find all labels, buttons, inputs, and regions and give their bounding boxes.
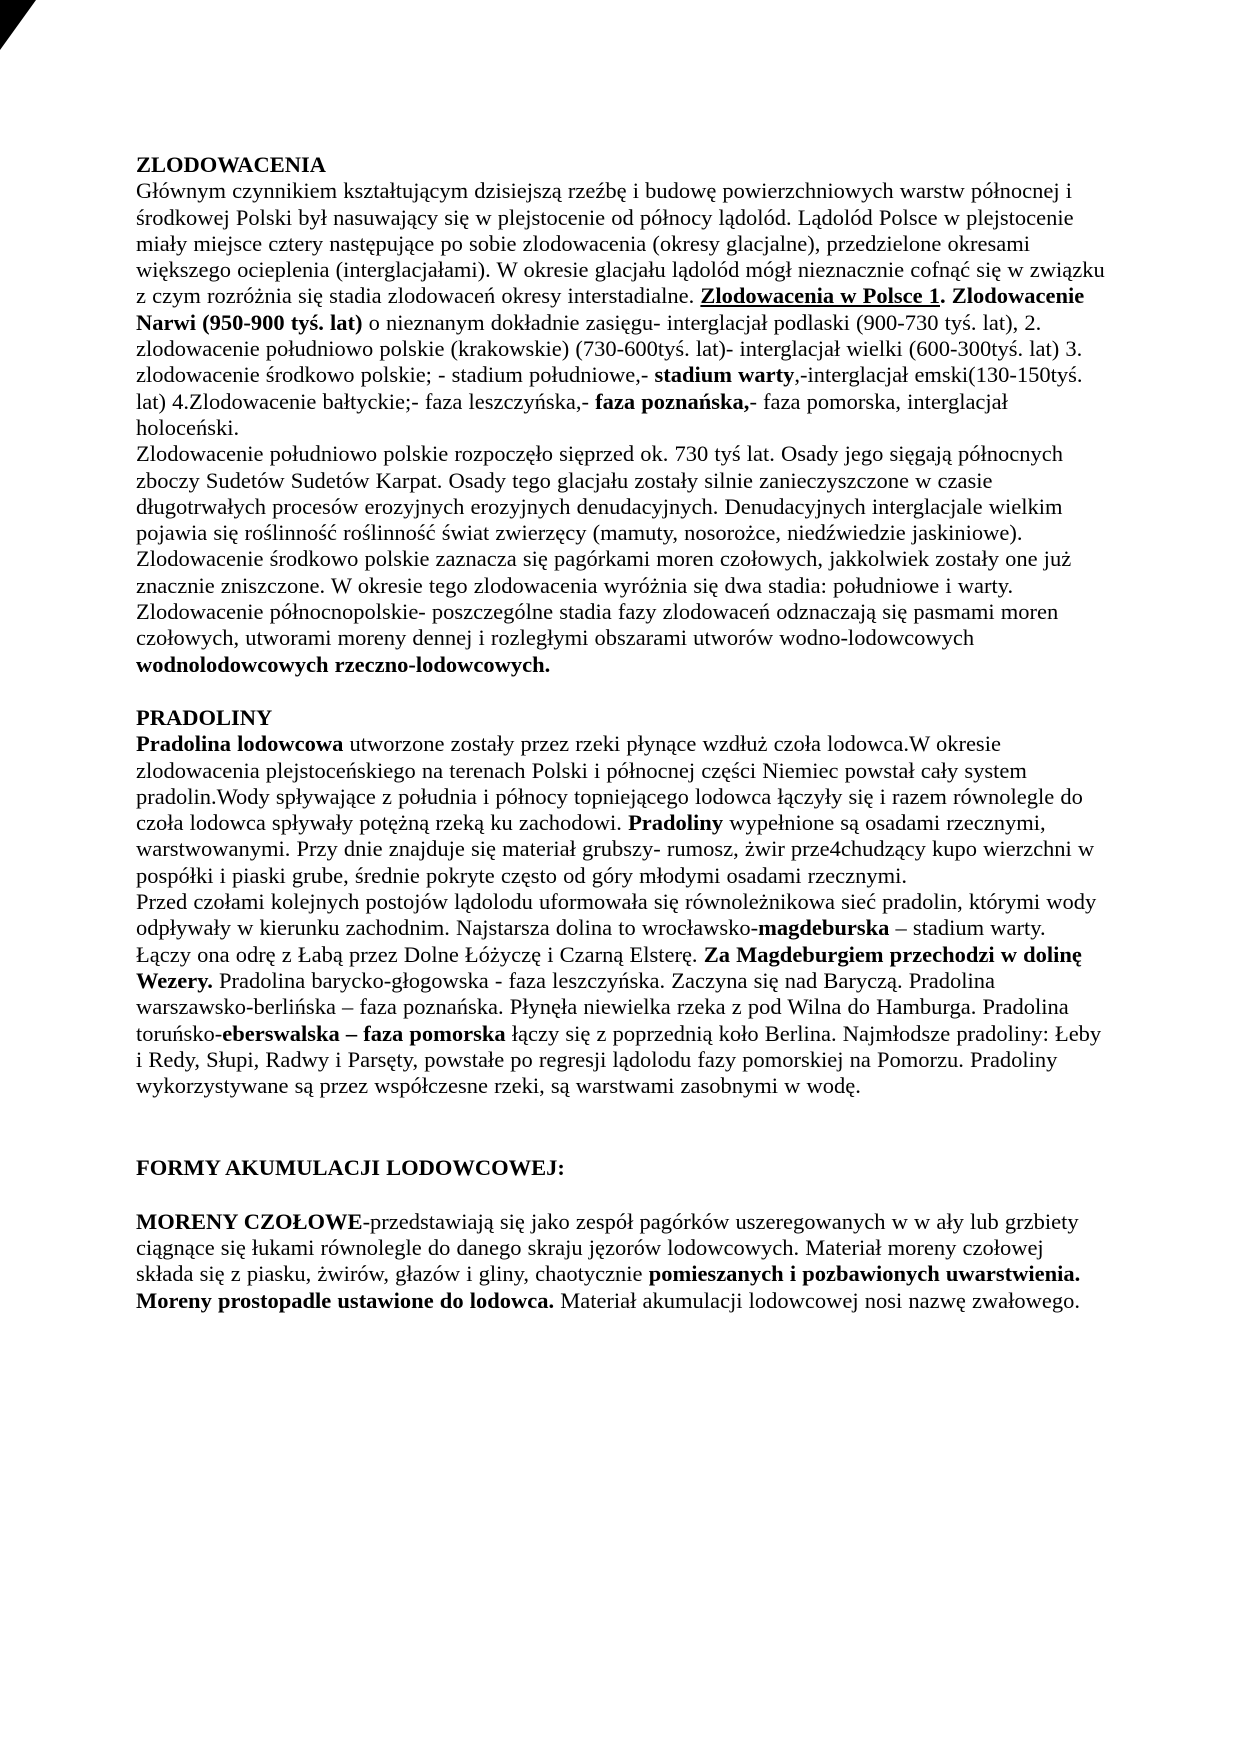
- section-formy-akumulacji: [136, 1155, 1106, 1313]
- section-heading-zlodowacenia: ZLODOWACENIA: [136, 152, 327, 177]
- text-run: magdeburska: [758, 915, 890, 941]
- section-heading-formy-akumulacji: FORMY AKUMULACJI LODOWCOWEJ:: [136, 1155, 565, 1181]
- text-run: Głównym czynnikiem kształtującym dzisiejszą rzeźbę i budowę powierzchniowych warstw północnej i środkowej Polski był nasuwający się w plejstocenie od północy lądolód. Lądolód Polsce w plejstocenie miały miejsce cztery następujące po sobie zlodowacenia (okresy glacjalne), przedzielone okresami większego ocieplenia (interglacjałami). W okresie glacjału lądolód mógł nieznacznie cofnąć się w związku z czym rozróżnia się stadia zlodowaceń okresy interstadialne.: [136, 178, 1105, 309]
- text-run: MORENY CZOŁOWE: [136, 1208, 363, 1234]
- text-run: Zlodowacenie Narwi (950-900 tyś. lat): [136, 283, 1085, 335]
- section-pradoliny: [136, 705, 1106, 1099]
- text-run: Materiał akumulacji lodowcowej nosi nazwę zwałowego.: [554, 1287, 1081, 1313]
- section-heading-pradoliny: PRADOLINY: [136, 704, 273, 730]
- text-run: Zlodowacenia w Polsce 1: [700, 283, 940, 309]
- text-run: Zlodowacenie południowo polskie rozpoczęło sięprzed ok. 730 tyś lat. Osady jego sięgają północnych zboczy Sudetów Sudetów Karpat. Osady tego glacjału zostały silnie zanieczyszczone w czasie długotrwałych procesów erozyjnych erozyjnych denudacyjnych. Denudacyjnych interglacjale wielkim pojawia się roślinność roślinność świat zwierzęcy (mamuty, nosorożce, niedźwiedzie jaskiniowe). Zlodowacenie środkowo polskie zaznacza się pagórkami moren czołowych, jakkolwiek zostały one już znacznie zniszczone. W okresie tego zlodowacenia wyróżnia się dwa stadia: południowe i warty. Zlodowacenie północnopolskie- poszczególne stadia fazy zlodowaceń odznaczają się pasmami moren czołowych, utworami moreny dennej i rozległymi obszarami utworów wodno-lodowcowych: [136, 441, 1072, 651]
- text-run: łączy się z poprzednią koło Berlina. Najmłodsze pradoliny: Łeby i Redy, Słupi, Radwy i Parsęty, powstałe po regresji lądolodu fazy pomorskiej na Pomorzu. Pradoliny wykorzystywane są przez współczesne rzeki, są warstwami zasobnymi w wodę.: [136, 1020, 1102, 1099]
- text-run: utworzone zostały przez rzeki płynące wzdłuż czoła lodowca.W okresie zlodowacenia plejstoceńskiego na terenach Polski i północnej części Niemiec powstał cały system pradolin.Wody spływające z południa i północy topniejącego lodowca łączyły się i razem równolegle do czoła lodowca spływały potężną rzeką ku zachodowi.: [136, 731, 1083, 836]
- text-run: wodnolodowcowych rzeczno-lodowcowych.: [136, 651, 551, 677]
- text-run: Pradolina lodowcowa: [136, 731, 344, 757]
- text-run: – stadium warty. Łączy ona odrę z Łabą przez Dolne Łóżyczę i Czarną Elsterę.: [136, 915, 1046, 967]
- document-content: [136, 152, 1106, 1314]
- section-zlodowacenia: [136, 152, 1106, 678]
- paragraph: [136, 441, 1106, 678]
- text-run: wypełnione są osadami rzecznymi, warstwowanymi. Przy dnie znajduje się materiał grubszy- rumosz, żwir prze4chudzący kupo wierzchni w pospółki i piaski grube, średnie pokryte często od góry młodymi osadami rzecznymi.: [136, 810, 1095, 888]
- paragraph: [136, 731, 1106, 889]
- text-run: Pradoliny: [628, 810, 724, 836]
- text-run: ,-interglacjał emski(130-150tyś. lat) 4.Zlodowacenie bałtyckie;- faza leszczyńska,-: [136, 362, 1083, 414]
- paragraph: [136, 889, 1106, 1099]
- text-run: - faza pomorska, interglacjał holoceński.: [136, 388, 1008, 440]
- text-run: .: [940, 283, 952, 309]
- paragraph: [136, 178, 1106, 441]
- text-run: stadium warty: [654, 362, 795, 388]
- text-run: pomieszanych i pozbawionych uwarstwienia. Moreny prostopadle ustawione do lodowca.: [136, 1261, 1081, 1313]
- text-run: -przedstawiają się jako zespół pagórków uszeregowanych w w ały lub grzbiety ciągnące się łukami równolegle do danego skraju jęzorów lodowcowych. Materiał moreny czołowej składa się z piasku, żwirów, głazów i gliny, chaotycznie: [136, 1208, 1079, 1287]
- text-run: Pradolina barycko-głogowska - faza leszczyńska. Zaczyna się nad Baryczą. Pradolina warszawsko-berlińska – faza poznańska. Płynęła niewielka rzeka z pod Wilna do Hamburga. Pradolina toruńsko-: [136, 967, 1069, 1046]
- text-run: Przed czołami kolejnych postojów lądolodu uformowała się równoleżnikowa sieć pradolin, którymi wody odpływały w kierunku zachodnim. Najstarsza dolina to wrocławsko-: [136, 889, 1097, 941]
- scan-corner-artifact: [0, 0, 36, 50]
- paragraph: [136, 1209, 1106, 1314]
- text-run: o nieznanym dokładnie zasięgu- interglacjał podlaski (900-730 tyś. lat), 2. zlodowacenie południowo polskie (krakowskie) (730-600tyś. lat)- interglacjał wielki (600-300tyś. lat) 3. zlodowacenie środkowo polskie; - stadium południowe,-: [136, 309, 1083, 388]
- text-run: Za Magdeburgiem przechodzi w dolinę Wezery.: [136, 941, 1082, 993]
- text-run: faza poznańska,: [595, 388, 750, 414]
- text-run: eberswalska – faza pomorska: [222, 1020, 506, 1046]
